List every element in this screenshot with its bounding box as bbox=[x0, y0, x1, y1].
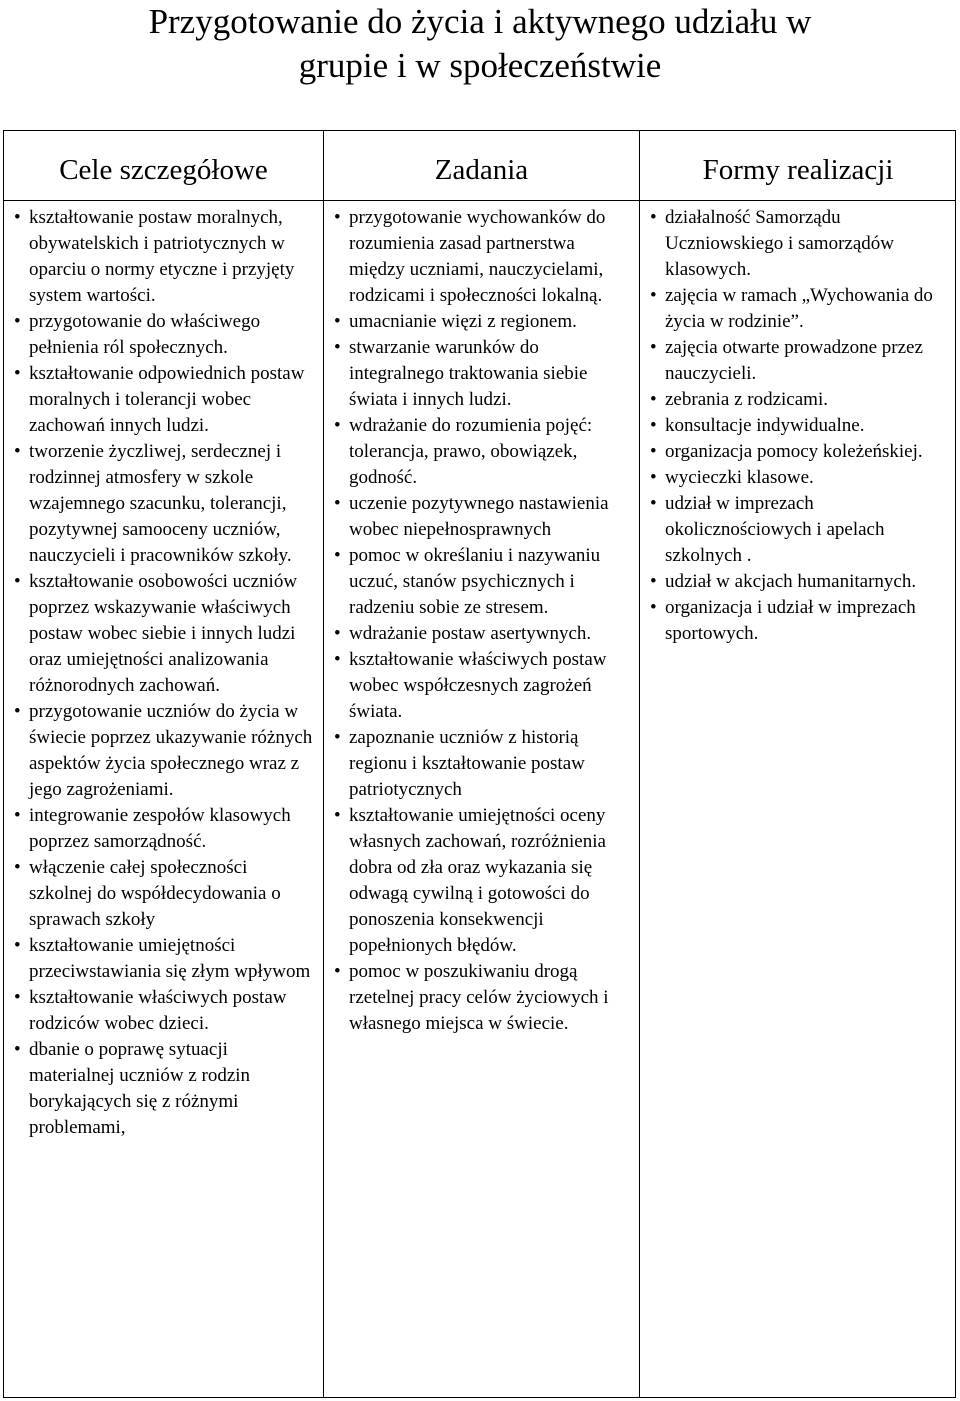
list-item: • przygotowanie do właściwego pełnienia ról społecznych. bbox=[29, 309, 315, 361]
list-item: • uczenie pozytywnego nastawienia wobec niepełnosprawnych bbox=[349, 491, 634, 543]
list-item: • tworzenie życzliwej, serdecznej i rodzinnej atmosfery w szkole wzajemnego szacunku, tolerancji, pozytywnej samooceny uczniów, nauczycieli i pracowników szkoły. bbox=[29, 439, 315, 569]
column-header-tasks: Zadania bbox=[434, 154, 529, 186]
list-item: • zajęcia otwarte prowadzone przez nauczycieli. bbox=[665, 335, 951, 387]
column-header-forms: Formy realizacji bbox=[702, 154, 894, 186]
header-divider bbox=[4, 200, 955, 201]
list-item: • przygotowanie wychowanków do rozumienia zasad partnerstwa między uczniami, nauczycielami, rodzicami i społeczności lokalną. bbox=[349, 205, 634, 309]
document-title bbox=[0, 0, 960, 88]
list-item: • dbanie o poprawę sytuacji materialnej uczniów z rodzin borykających się z różnymi problemami, bbox=[29, 1037, 315, 1141]
list-item: • włączenie całej społeczności szkolnej do współdecydowania o sprawach szkoły bbox=[29, 855, 315, 933]
goals-list bbox=[29, 205, 315, 1141]
column-header-goals: Cele szczegółowe bbox=[59, 154, 268, 186]
forms-list bbox=[665, 205, 951, 647]
list-item: • udział w akcjach humanitarnych. bbox=[665, 569, 951, 595]
list-item: • organizacja i udział w imprezach sportowych. bbox=[665, 595, 951, 647]
list-item: • kształtowanie umiejętności oceny własnych zachowań, rozróżnienia dobra od zła oraz wykazania się odwagą cywilną i gotowości do ponoszenia konsekwencji popełnionych błędów. bbox=[349, 803, 634, 959]
list-item: • umacnianie więzi z regionem. bbox=[349, 309, 634, 335]
list-item: • wdrażanie do rozumienia pojęć: tolerancja, prawo, obowiązek, godność. bbox=[349, 413, 634, 491]
document-title-line-1: Przygotowanie do życia i aktywnego udziału w bbox=[148, 2, 812, 41]
list-item: • kształtowanie właściwych postaw rodziców wobec dzieci. bbox=[29, 985, 315, 1037]
list-item: • pomoc w określaniu i nazywaniu uczuć, stanów psychicznych i radzeniu sobie ze stresem. bbox=[349, 543, 634, 621]
list-item: • wycieczki klasowe. bbox=[665, 465, 951, 491]
list-item: • działalność Samorządu Uczniowskiego i samorządów klasowych. bbox=[665, 205, 951, 283]
column-divider bbox=[639, 131, 640, 1397]
list-item: • udział w imprezach okolicznościowych i apelach szkolnych . bbox=[665, 491, 951, 569]
goals-table bbox=[3, 130, 956, 1398]
list-item: • kształtowanie umiejętności przeciwstawiania się złym wpływom bbox=[29, 933, 315, 985]
list-item: • pomoc w poszukiwaniu drogą rzetelnej pracy celów życiowych i własnego miejsca w świecie. bbox=[349, 959, 634, 1037]
list-item: • organizacja pomocy koleżeńskiej. bbox=[665, 439, 951, 465]
list-item: • zajęcia w ramach „Wychowania do życia w rodzinie”. bbox=[665, 283, 951, 335]
list-item: • stwarzanie warunków do integralnego traktowania siebie świata i innych ludzi. bbox=[349, 335, 634, 413]
list-item: • kształtowanie właściwych postaw wobec współczesnych zagrożeń świata. bbox=[349, 647, 634, 725]
list-item: • kształtowanie postaw moralnych, obywatelskich i patriotycznych w oparciu o normy etyczne i przyjęty system wartości. bbox=[29, 205, 315, 309]
list-item: • integrowanie zespołów klasowych poprzez samorządność. bbox=[29, 803, 315, 855]
list-item: • wdrażanie postaw asertywnych. bbox=[349, 621, 634, 647]
list-item: • przygotowanie uczniów do życia w świecie poprzez ukazywanie różnych aspektów życia społecznego wraz z jego zagrożeniami. bbox=[29, 699, 315, 803]
list-item: • zebrania z rodzicami. bbox=[665, 387, 951, 413]
tasks-list bbox=[349, 205, 634, 1037]
list-item: • konsultacje indywidualne. bbox=[665, 413, 951, 439]
list-item: • kształtowanie odpowiednich postaw moralnych i tolerancji wobec zachowań innych ludzi. bbox=[29, 361, 315, 439]
document-title-line-2: grupie i w społeczeństwie bbox=[298, 46, 662, 85]
column-divider bbox=[323, 131, 324, 1397]
list-item: • kształtowanie osobowości uczniów poprzez wskazywanie właściwych postaw wobec siebie i innych ludzi oraz umiejętności analizowania różnorodnych zachowań. bbox=[29, 569, 315, 699]
list-item: • zapoznanie uczniów z historią regionu i kształtowanie postaw patriotycznych bbox=[349, 725, 634, 803]
